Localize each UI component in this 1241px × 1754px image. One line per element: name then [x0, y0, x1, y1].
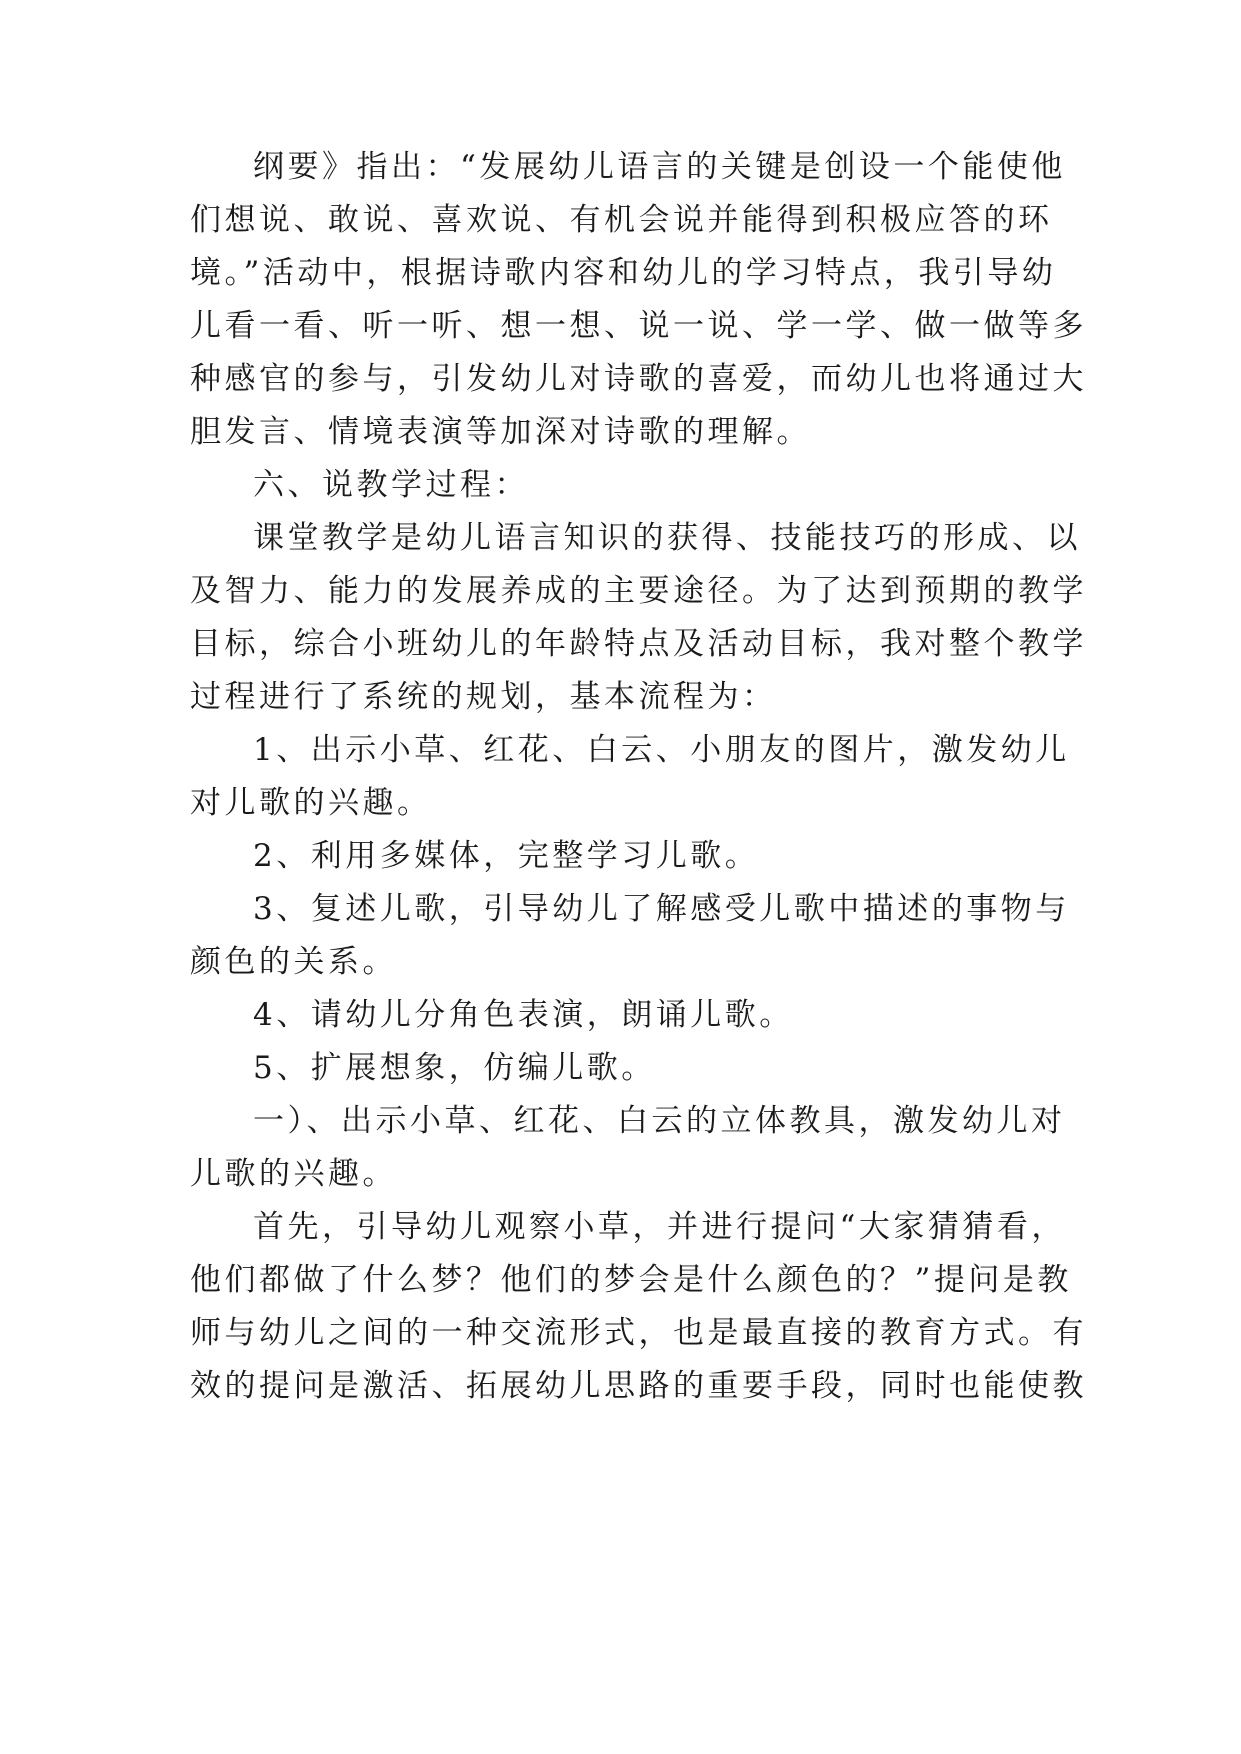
section-heading: 六、说教学过程：: [253, 467, 529, 503]
text-line: 他们都做了什么梦？他们的梦会是什么颜色的？”提问是教: [190, 1262, 1072, 1298]
list-item: 3、复述儿歌，引导幼儿了解感受儿歌中描述的事物与: [253, 891, 1070, 927]
subsection-heading: 一）、出示小草、红花、白云的立体教具，激发幼儿对: [253, 1103, 1066, 1139]
text-line: 课堂教学是幼儿语言知识的获得、技能技巧的形成、以: [253, 520, 1081, 556]
text-line: 过程进行了系统的规划，基本流程为：: [190, 679, 777, 715]
text-line: 及智力、能力的发展养成的主要途径。为了达到预期的教学: [190, 573, 1087, 609]
list-item: 1、出示小草、红花、白云、小朋友的图片，激发幼儿: [253, 732, 1070, 768]
list-item: 5、扩展想象，仿编儿歌。: [253, 1050, 656, 1086]
text-line: 颜色的关系。: [190, 944, 397, 980]
text-line: 儿歌的兴趣。: [190, 1156, 397, 1192]
text-line: 境。”活动中，根据诗歌内容和幼儿的学习特点，我引导幼: [190, 255, 1057, 291]
text-line: 对儿歌的兴趣。: [190, 785, 432, 821]
text-line: 种感官的参与，引发幼儿对诗歌的喜爱，而幼儿也将通过大: [190, 361, 1087, 397]
text-line: 们想说、敢说、喜欢说、有机会说并能得到积极应答的环: [190, 202, 1053, 238]
list-item: 4、请幼儿分角色表演，朗诵儿歌。: [253, 997, 794, 1033]
text-line: 首先，引导幼儿观察小草，并进行提问“大家猜猜看，: [253, 1209, 1066, 1245]
text-line: 胆发言、情境表演等加深对诗歌的理解。: [190, 414, 811, 450]
text-line: 儿看一看、听一听、想一想、说一说、学一学、做一做等多: [190, 308, 1087, 344]
text-line: 师与幼儿之间的一种交流形式，也是最直接的教育方式。有: [190, 1315, 1087, 1351]
list-item: 2、利用多媒体，完整学习儿歌。: [253, 838, 760, 874]
text-line: 效的提问是激活、拓展幼儿思路的重要手段，同时也能使教: [190, 1368, 1087, 1404]
text-line: 纲要》指出：“发展幼儿语言的关键是创设一个能使他: [253, 149, 1066, 185]
text-line: 目标，综合小班幼儿的年龄特点及活动目标，我对整个教学: [190, 626, 1087, 662]
